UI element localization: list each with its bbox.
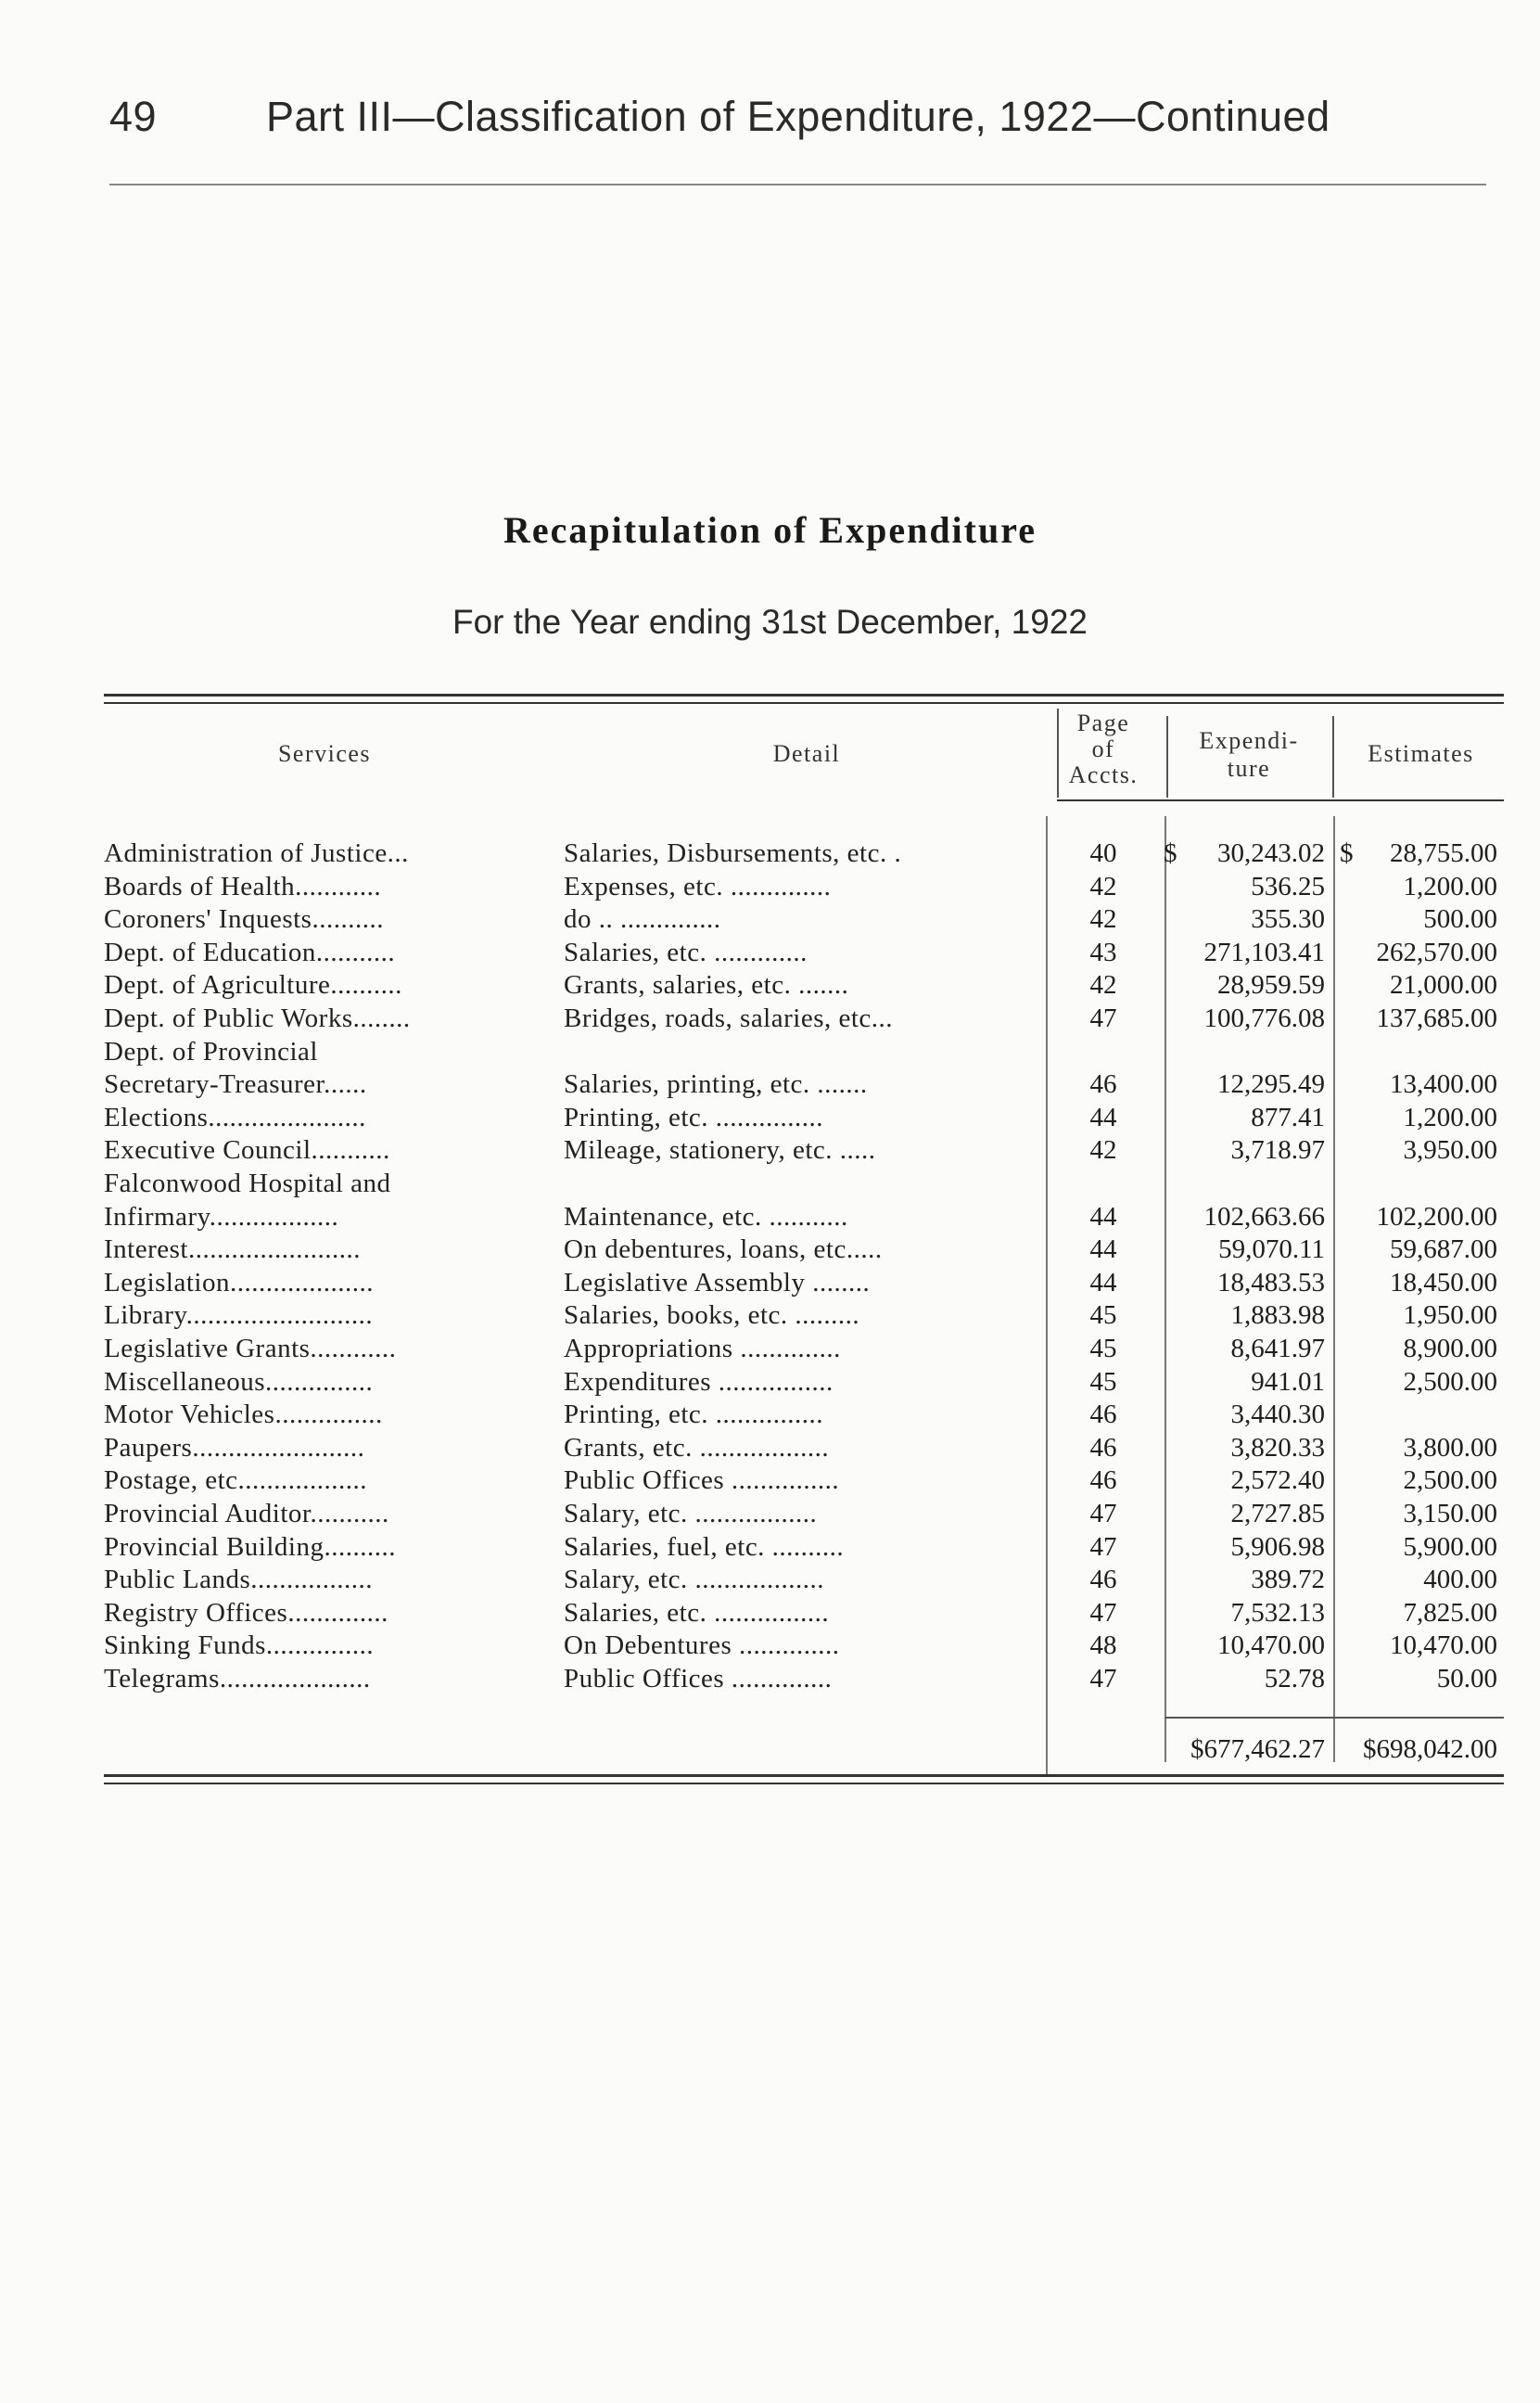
row-expenditure: 1,883.98: [1230, 1300, 1325, 1330]
column-header-page: [1057, 710, 1150, 788]
row-estimates: 1,200.00: [1403, 872, 1497, 901]
row-detail: Salaries, etc. ................: [564, 1598, 830, 1628]
row-detail: Grants, salaries, etc. .......: [564, 970, 849, 1000]
table-row: [0, 1365, 1540, 1399]
row-detail: Bridges, roads, salaries, etc...: [564, 1003, 894, 1033]
row-services: Coroners' Inquests..........: [104, 904, 384, 934]
row-detail: Maintenance, etc. ...........: [564, 1202, 848, 1232]
row-expenditure: 355.30: [1251, 904, 1325, 934]
table-row: [0, 1464, 1540, 1497]
row-page: 45: [1089, 1334, 1117, 1363]
header-divider-2: [1166, 716, 1168, 798]
row-services: Secretary-Treasurer......: [104, 1069, 367, 1099]
row-estimates: 13,400.00: [1390, 1069, 1497, 1099]
table-top-rule-1: [104, 694, 1504, 697]
row-page: 47: [1089, 1598, 1117, 1628]
row-dollar-expenditure: $: [1164, 838, 1177, 868]
row-page: 48: [1089, 1630, 1117, 1660]
row-services: Provincial Auditor...........: [104, 1499, 389, 1528]
row-services: Dept. of Provincial: [104, 1037, 318, 1067]
row-page: 46: [1089, 1433, 1117, 1463]
row-expenditure: 3,440.30: [1230, 1400, 1325, 1429]
header-title: Part III—Classification of Expenditure, 1922—Continued: [266, 93, 1330, 140]
row-detail: Salary, etc. ..................: [564, 1565, 825, 1594]
row-expenditure: 389.72: [1251, 1565, 1325, 1594]
table-row: [0, 1233, 1540, 1266]
row-estimates: 2,500.00: [1403, 1465, 1497, 1495]
table-row: [0, 1662, 1540, 1695]
row-detail: Salaries, etc. .............: [564, 938, 808, 967]
row-expenditure: 2,727.85: [1230, 1499, 1325, 1528]
row-page: 46: [1089, 1565, 1117, 1594]
total-expenditure: $677,462.27: [1190, 1734, 1325, 1764]
row-expenditure: 5,906.98: [1230, 1532, 1325, 1562]
table-row: [0, 1200, 1540, 1233]
row-services: Library..........................: [104, 1300, 374, 1330]
row-estimates: 102,200.00: [1376, 1202, 1497, 1232]
column-header-estimates: Estimates: [1368, 740, 1474, 767]
table-top-rule-2: [104, 702, 1504, 704]
row-detail: Expenditures ................: [564, 1367, 834, 1397]
column-header-detail: Detail: [772, 740, 841, 767]
row-estimates: 18,450.00: [1390, 1268, 1497, 1297]
row-estimates: 50.00: [1436, 1664, 1497, 1694]
table-row: [0, 968, 1540, 1002]
row-expenditure: 10,470.00: [1217, 1630, 1325, 1660]
row-services: Legislative Grants............: [104, 1334, 397, 1363]
page-number: 49: [109, 93, 158, 140]
row-page: 47: [1089, 1003, 1117, 1033]
page-header-line1: Page: [1076, 709, 1130, 736]
row-page: 44: [1089, 1103, 1117, 1132]
row-expenditure: 7,532.13: [1230, 1598, 1325, 1628]
row-expenditure: 52.78: [1264, 1664, 1325, 1694]
row-page: 40: [1089, 838, 1117, 868]
row-estimates: 3,800.00: [1403, 1433, 1497, 1463]
table-row: [0, 1530, 1540, 1564]
row-services: Dept. of Public Works........: [104, 1003, 411, 1033]
row-services: Telegrams.....................: [104, 1664, 371, 1694]
table-row: [0, 1101, 1540, 1134]
row-page: 42: [1089, 904, 1117, 934]
row-services: Postage, etc..................: [104, 1465, 368, 1495]
row-services: Executive Council...........: [104, 1135, 390, 1165]
row-page: 44: [1089, 1268, 1117, 1297]
row-detail: Salaries, fuel, etc. ..........: [564, 1532, 845, 1562]
row-expenditure: 30,243.02: [1217, 838, 1325, 868]
row-services: Interest........................: [104, 1234, 361, 1264]
table-bottom-rule-1: [104, 1774, 1504, 1777]
row-services: Public Lands.................: [104, 1565, 373, 1594]
row-estimates: 8,900.00: [1403, 1334, 1497, 1363]
row-detail: On Debentures ..............: [564, 1630, 840, 1660]
row-page: 43: [1089, 938, 1117, 967]
row-estimates: 3,150.00: [1403, 1499, 1497, 1528]
row-page: 42: [1089, 970, 1117, 1000]
table-row: [0, 1067, 1540, 1101]
page-header-line3: Accts.: [1068, 761, 1139, 788]
row-expenditure: 18,483.53: [1217, 1268, 1325, 1297]
row-estimates: 59,687.00: [1390, 1234, 1497, 1264]
row-services: Falconwood Hospital and: [104, 1169, 391, 1198]
row-dollar-estimates: $: [1340, 838, 1354, 868]
table-row: [0, 1497, 1540, 1530]
row-detail: Legislative Assembly ........: [564, 1268, 871, 1297]
expenditure-header-line2: ture: [1227, 755, 1271, 782]
total-rule: [1165, 1717, 1504, 1719]
row-detail: Printing, etc. ...............: [564, 1103, 824, 1132]
row-services: Registry Offices..............: [104, 1598, 388, 1628]
row-detail: Salaries, books, etc. .........: [564, 1300, 860, 1330]
table-row: [0, 1133, 1540, 1167]
row-page: 46: [1089, 1400, 1117, 1429]
row-detail: Printing, etc. ...............: [564, 1400, 824, 1429]
row-expenditure: 102,663.66: [1203, 1202, 1325, 1232]
row-page: 44: [1089, 1234, 1117, 1264]
table-row: [0, 837, 1540, 870]
row-expenditure: 28,959.59: [1217, 970, 1325, 1000]
row-expenditure: 100,776.08: [1203, 1003, 1325, 1033]
row-expenditure: 3,718.97: [1230, 1135, 1325, 1165]
row-estimates: 10,470.00: [1390, 1630, 1497, 1660]
table-row: [0, 1332, 1540, 1365]
row-estimates: 7,825.00: [1403, 1598, 1497, 1628]
row-estimates: 1,950.00: [1403, 1300, 1497, 1330]
row-estimates: 262,570.00: [1376, 938, 1497, 967]
row-services: Dept. of Education...........: [104, 938, 396, 967]
table-row: [0, 1002, 1540, 1035]
row-detail: On debentures, loans, etc.....: [564, 1234, 883, 1264]
table-row: [0, 1298, 1540, 1332]
row-expenditure: 59,070.11: [1218, 1234, 1325, 1264]
row-page: 47: [1089, 1532, 1117, 1562]
row-services: Boards of Health............: [104, 872, 382, 901]
totals-row: [0, 1732, 1540, 1766]
row-services: Motor Vehicles...............: [104, 1400, 383, 1429]
table-row: [0, 1563, 1540, 1596]
total-estimates: $698,042.00: [1363, 1734, 1497, 1764]
row-expenditure: 877.41: [1251, 1103, 1325, 1132]
row-page: 46: [1089, 1465, 1117, 1495]
row-services: Dept. of Agriculture..........: [104, 970, 402, 1000]
row-expenditure: 941.01: [1251, 1367, 1325, 1397]
row-detail: Salary, etc. .................: [564, 1499, 818, 1528]
header-bottom-rule: [1057, 799, 1504, 801]
row-estimates: 21,000.00: [1390, 970, 1497, 1000]
row-estimates: 1,200.00: [1403, 1103, 1497, 1132]
row-expenditure: 8,641.97: [1230, 1334, 1325, 1363]
row-services: Elections......................: [104, 1103, 366, 1132]
row-page: 42: [1089, 1135, 1117, 1165]
table-row: [0, 1596, 1540, 1630]
table-row: [0, 1035, 1540, 1068]
row-estimates: 500.00: [1423, 904, 1497, 934]
row-expenditure: 3,820.33: [1230, 1433, 1325, 1463]
header-divider-3: [1332, 716, 1334, 798]
row-detail: do .. ..............: [564, 904, 721, 934]
row-page: 47: [1089, 1664, 1117, 1694]
table-row: [0, 1629, 1540, 1662]
row-services: Administration of Justice...: [104, 838, 409, 868]
row-page: 45: [1089, 1367, 1117, 1397]
header-rule: [109, 184, 1486, 185]
table-row: [0, 1398, 1540, 1431]
row-detail: Expenses, etc. ..............: [564, 872, 832, 901]
table-row: [0, 870, 1540, 903]
expenditure-header-line1: Expendi-: [1199, 727, 1299, 754]
row-expenditure: 271,103.41: [1203, 938, 1325, 967]
row-expenditure: 12,295.49: [1217, 1069, 1325, 1099]
column-header-services: Services: [277, 740, 372, 767]
row-estimates: 5,900.00: [1403, 1532, 1497, 1562]
row-services: Paupers........................: [104, 1433, 365, 1463]
table-row: [0, 1167, 1540, 1200]
row-detail: Public Offices ..............: [564, 1664, 833, 1694]
row-page: 46: [1089, 1069, 1117, 1099]
page-header-line2: of: [1091, 735, 1115, 762]
table-title: Recapitulation of Expenditure: [503, 509, 1037, 551]
row-estimates: 137,685.00: [1376, 1003, 1497, 1033]
row-detail: Appropriations ..............: [564, 1334, 841, 1363]
row-estimates: 400.00: [1423, 1565, 1497, 1594]
table-subtitle: For the Year ending 31st December, 1922: [452, 603, 1088, 641]
row-detail: Public Offices ...............: [564, 1465, 840, 1495]
row-services: Miscellaneous...............: [104, 1367, 374, 1397]
row-page: 42: [1089, 872, 1117, 901]
row-detail: Salaries, printing, etc. .......: [564, 1069, 868, 1099]
row-services: Legislation....................: [104, 1268, 374, 1297]
row-services: Sinking Funds...............: [104, 1630, 375, 1660]
header-divider-1: [1057, 709, 1059, 798]
row-estimates: 28,755.00: [1390, 838, 1497, 868]
column-header-expenditure: [1170, 727, 1328, 783]
table-row: [0, 902, 1540, 936]
row-detail: Salaries, Disbursements, etc. .: [564, 838, 902, 868]
row-page: 47: [1089, 1499, 1117, 1528]
row-estimates: 3,950.00: [1403, 1135, 1497, 1165]
table-row: [0, 1431, 1540, 1464]
row-services: Provincial Building..........: [104, 1532, 396, 1562]
table-row: [0, 936, 1540, 969]
row-page: 44: [1089, 1202, 1117, 1232]
row-expenditure: 2,572.40: [1230, 1465, 1325, 1495]
row-estimates: 2,500.00: [1403, 1367, 1497, 1397]
row-detail: Grants, etc. ..................: [564, 1433, 830, 1463]
row-detail: Mileage, stationery, etc. .....: [564, 1135, 876, 1165]
row-page: 45: [1089, 1300, 1117, 1330]
table-row: [0, 1266, 1540, 1299]
row-expenditure: 536.25: [1251, 872, 1325, 901]
row-services: Infirmary..................: [104, 1202, 339, 1232]
table-bottom-rule-2: [104, 1783, 1504, 1784]
